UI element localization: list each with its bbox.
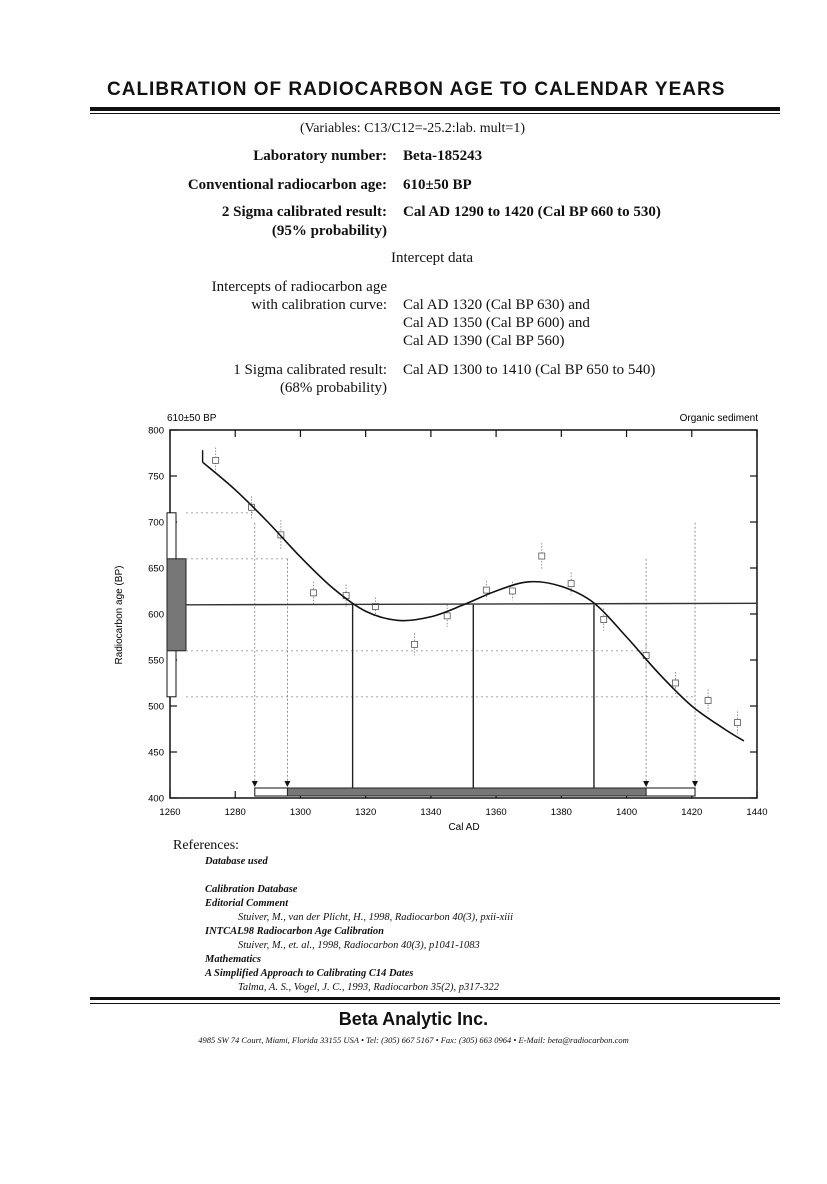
ref-stuiver-1998: Stuiver, M., van der Plicht, H., 1998, Radiocarbon 40(3), pxii-xiii [238, 912, 513, 923]
plot-frame [170, 430, 757, 798]
y-tick-label: 650 [148, 563, 164, 575]
company-address: 4985 SW 74 Court, Miami, Florida 33155 USA • Tel: (305) 667 5167 • Fax: (305) 663 0964 • E-Mail: beta@radiocarbon.com [198, 1035, 629, 1045]
ref-intcal98: INTCAL98 Radiocarbon Age Calibration [205, 926, 385, 937]
y-tick-label: 600 [148, 609, 164, 621]
intercept-1: Cal AD 1320 (Cal BP 630) and [403, 297, 590, 313]
company-name: Beta Analytic Inc. [338, 1009, 489, 1029]
data-point [734, 720, 740, 726]
ref-stuiver-etal: Stuiver, M., et. al., 1998, Radiocarbon 40(3), p1041-1083 [238, 940, 480, 951]
intercepts-label-2: with calibration curve: [251, 297, 387, 313]
y-tick-label: 500 [148, 701, 164, 713]
intercepts-label-1: Intercepts of radiocarbon age [211, 279, 387, 295]
intercept-2: Cal AD 1350 (Cal BP 600) and [403, 315, 590, 331]
sigma1-age-bar [167, 559, 186, 651]
x-tick-label: 1380 [550, 807, 572, 818]
sigma1-arrow [284, 781, 290, 787]
sigma1-probability: (68% probability) [279, 380, 387, 396]
lab-number-value: Beta-185243 [403, 148, 483, 164]
ref-calibration-database: Calibration Database [205, 884, 298, 895]
sigma1-value: Cal AD 1300 to 1410 (Cal BP 650 to 540) [403, 362, 656, 378]
x-axis-label: Cal AD [448, 822, 480, 833]
x-tick-label: 1360 [485, 807, 507, 818]
data-point [601, 617, 607, 623]
ref-database-used: Database used [205, 856, 268, 867]
data-point [568, 581, 574, 587]
sample-age-label: 610±50 BP [167, 413, 217, 424]
sigma1-label: 1 Sigma calibrated result: [233, 362, 387, 378]
ref-simplified-approach: A Simplified Approach to Calibrating C14 Dates [205, 968, 414, 979]
y-tick-label: 800 [148, 425, 164, 437]
x-tick-label: 1280 [224, 807, 246, 818]
x-tick-label: 1260 [159, 807, 181, 818]
intercept-heading: Intercept data [391, 250, 474, 266]
y-tick-label: 550 [148, 655, 164, 667]
y-axis-label: Radiocarbon age (BP) [114, 565, 125, 665]
data-point [705, 697, 711, 703]
x-tick-label: 1300 [289, 807, 312, 818]
conventional-age-value: 610±50 BP [403, 177, 472, 193]
footer-rule-thin [90, 1003, 780, 1004]
y-tick-label: 450 [148, 747, 164, 759]
data-point [483, 587, 489, 593]
sigma1-arrow [643, 781, 649, 787]
data-point [444, 613, 450, 619]
ref-talma: Talma, A. S., Vogel, J. C., 1993, Radiocarbon 35(2), p317-322 [238, 982, 500, 993]
material-label: Organic sediment [679, 413, 758, 424]
conventional-age-label: Conventional radiocarbon age: [187, 177, 387, 193]
intercept-3: Cal AD 1390 (Cal BP 560) [403, 333, 565, 349]
data-point [213, 457, 219, 463]
data-point [310, 590, 316, 596]
data-point [672, 680, 678, 686]
sigma2-label: 2 Sigma calibrated result: [221, 204, 387, 220]
y-tick-label: 700 [148, 517, 164, 529]
data-point [412, 641, 418, 647]
x-tick-label: 1320 [355, 807, 377, 818]
data-point [509, 588, 515, 594]
sigma1-calendar-range [287, 788, 646, 796]
data-point [539, 553, 545, 559]
conventional-age-line [186, 603, 757, 605]
x-tick-label: 1400 [615, 807, 638, 818]
lab-number-label: Laboratory number: [253, 148, 387, 164]
sigma2-probability: (95% probability) [271, 223, 387, 239]
sigma2-value: Cal AD 1290 to 1420 (Cal BP 660 to 530) [403, 204, 661, 220]
references-heading: References: [173, 838, 240, 853]
variables-line: (Variables: C13/C12=-25.2:lab. mult=1) [300, 121, 525, 136]
footer-rule-thick [90, 997, 780, 1000]
page-title: CALIBRATION OF RADIOCARBON AGE TO CALENDAR YEARS [107, 79, 726, 100]
ref-editorial-comment: Editorial Comment [205, 898, 289, 909]
sigma2-arrow [252, 781, 258, 787]
y-tick-label: 400 [148, 793, 164, 805]
x-tick-label: 1440 [746, 807, 768, 818]
sigma2-arrow [692, 781, 698, 787]
x-tick-label: 1420 [681, 807, 703, 818]
ref-mathematics: Mathematics [205, 954, 262, 965]
x-tick-label: 1340 [420, 807, 442, 818]
y-tick-label: 750 [148, 471, 164, 483]
